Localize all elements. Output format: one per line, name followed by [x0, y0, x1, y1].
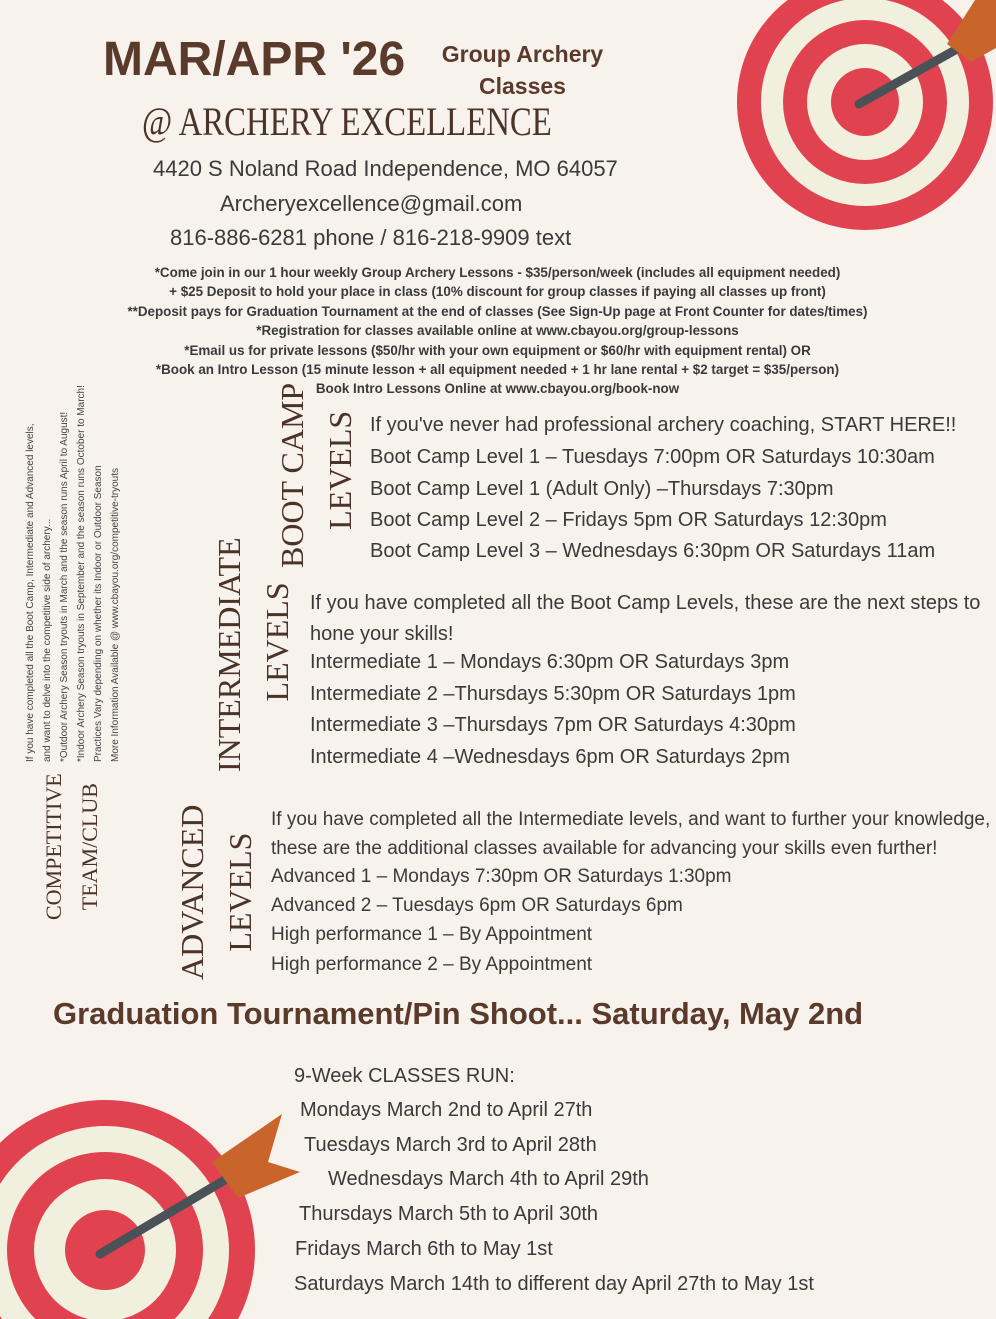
competitive-info-line: *Indoor Archery Season tryouts in September and the season runs October to March! [76, 385, 87, 762]
address: 4420 S Noland Road Independence, MO 64057 [153, 156, 618, 181]
intermediate-intro: If you have completed all the Boot Camp Levels, these are the next steps to [310, 592, 981, 614]
schedule-day: Tuesdays March 3rd to April 28th [304, 1134, 597, 1156]
competitive-label [36, 773, 108, 920]
schedule-day: Wednesdays March 4th to April 29th [328, 1168, 649, 1190]
target-arrow-icon [0, 1080, 320, 1319]
schedule-day: Fridays March 6th to May 1st [295, 1238, 553, 1260]
note-line: *Book an Intro Lesson (15 minute lesson + all equipment needed + 1 hr lane rental + $2 target = $35/person) [155, 362, 840, 378]
competitive-info [22, 385, 124, 762]
intermediate-label-line: INTERMEDIATE [211, 537, 247, 772]
venue-name: @ ARCHERY EXCELLENCE [142, 99, 552, 144]
competitive-label-line: TEAM/CLUB [77, 783, 102, 911]
intermediate-item: Intermediate 3 –Thursdays 7pm OR Saturdays 4:30pm [310, 714, 796, 736]
boot-camp-label-line: LEVELS [322, 410, 358, 530]
email: Archeryexcellence@gmail.com [220, 191, 523, 216]
target-arrow-icon [735, 0, 996, 250]
schedule-heading: 9-Week CLASSES RUN: [294, 1065, 515, 1087]
intermediate-item: Intermediate 4 –Wednesdays 6pm OR Saturdays 2pm [310, 746, 790, 768]
advanced-item: High performance 2 – By Appointment [271, 954, 593, 975]
advanced-item: High performance 1 – By Appointment [271, 924, 593, 945]
graduation-heading: Graduation Tournament/Pin Shoot... Saturday, May 2nd [53, 996, 864, 1031]
page-subtitle [440, 38, 605, 102]
intermediate-label [205, 537, 301, 772]
advanced-label-line: ADVANCED [174, 804, 210, 980]
boot-camp-item: Boot Camp Level 1 (Adult Only) –Thursdays 7:30pm [370, 478, 834, 500]
advanced-item: Advanced 1 – Mondays 7:30pm OR Saturdays 1:30pm [271, 866, 732, 887]
intermediate-label-line: LEVELS [259, 582, 295, 702]
schedule-day: Saturdays March 14th to different day April 27th to May 1st [294, 1273, 814, 1295]
boot-camp-intro: If you've never had professional archery coaching, START HERE!! [370, 414, 957, 436]
schedule-day: Thursdays March 5th to April 30th [299, 1203, 599, 1225]
advanced-item: Advanced 2 – Tuesdays 6pm OR Saturdays 6pm [271, 895, 683, 916]
boot-camp-item: Boot Camp Level 2 – Fridays 5pm OR Saturdays 12:30pm [370, 509, 887, 531]
advanced-label [168, 805, 264, 980]
intermediate-item: Intermediate 1 – Mondays 6:30pm OR Saturdays 3pm [310, 651, 790, 673]
competitive-info-line: *Outdoor Archery Season tryouts in March and the season runs April to August! [59, 411, 70, 762]
note-line: *Email us for private lessons ($50/hr with your own equipment or $60/hr with equipment rental) OR [184, 342, 811, 358]
competitive-info-line: Practices Vary depending on whether its Indoor or Outdoor Season [93, 465, 104, 762]
note-line: *Registration for classes available online at www.cbayou.org/group-lessons [256, 323, 739, 339]
boot-camp-item: Boot Camp Level 3 – Wednesdays 6:30pm OR Saturdays 11am [370, 540, 936, 562]
subtitle-line: Classes [479, 73, 566, 99]
advanced-intro: these are the additional classes available for advancing your skills even further! [271, 838, 938, 859]
boot-camp-label-line: BOOT CAMP [274, 382, 310, 568]
pricing-notes [60, 263, 935, 399]
competitive-info-line: If you have completed all the Boot Camp, Intermediate and Advanced levels, [25, 423, 36, 762]
note-line: + $25 Deposit to hold your place in class (10% discount for group classes if paying all classes up front) [169, 284, 826, 300]
competitive-info-line: More Information Available @ www.cbayou.org/competitive-tryouts [110, 468, 121, 762]
boot-camp-item: Boot Camp Level 1 – Tuesdays 7:00pm OR Saturdays 10:30am [370, 446, 935, 468]
competitive-info-line: and want to delve into the competitive side of archery... [42, 518, 53, 762]
subtitle-line: Group Archery [441, 41, 604, 67]
schedule-day: Mondays March 2nd to April 27th [300, 1099, 593, 1121]
phone: 816-886-6281 phone / 816-218-9909 text [170, 225, 572, 250]
advanced-label-line: LEVELS [222, 832, 258, 952]
note-line: **Deposit pays for Graduation Tournament at the end of classes (See Sign-Up page at Front Counter for dates/times) [127, 303, 868, 319]
note-line: Book Intro Lessons Online at www.cbayou.org/book-now [315, 381, 680, 397]
note-line: *Come join in our 1 hour weekly Group Archery Lessons - $35/person/week (includes all equipment needed) [154, 265, 841, 280]
intermediate-intro: hone your skills! [310, 623, 454, 645]
page-title: MAR/APR '26 [103, 33, 406, 86]
advanced-intro: If you have completed all the Intermediate levels, and want to further your knowledge, [271, 809, 991, 830]
intermediate-item: Intermediate 2 –Thursdays 5:30pm OR Saturdays 1pm [310, 683, 796, 705]
competitive-label-line: COMPETITIVE [41, 773, 66, 920]
